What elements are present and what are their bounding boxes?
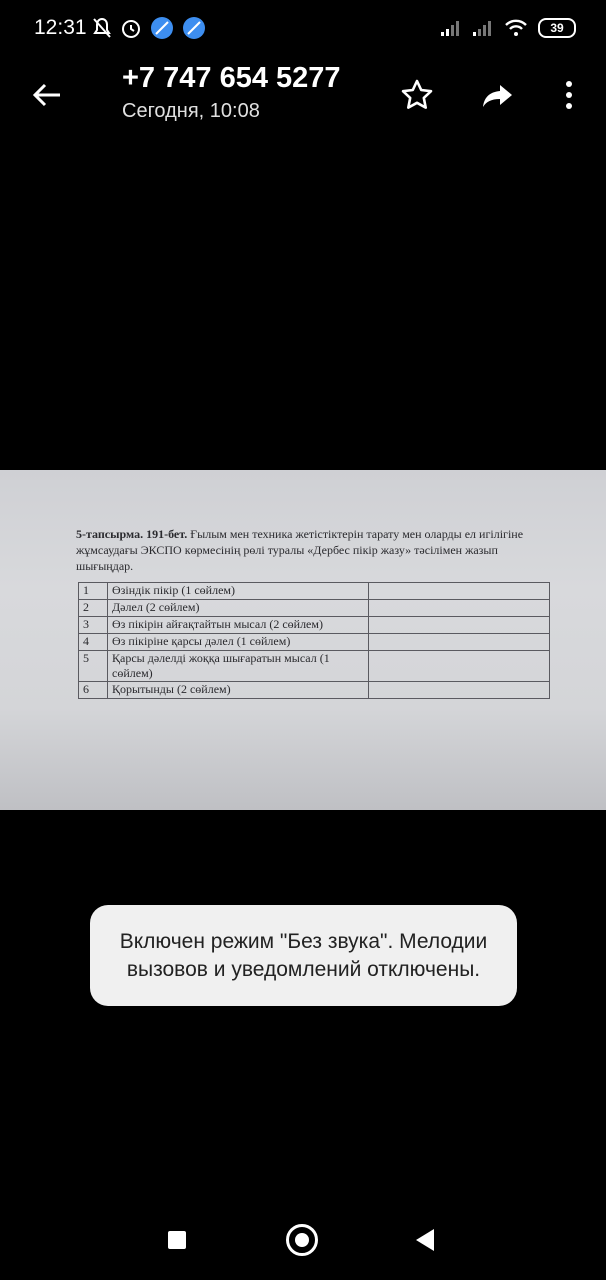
status-right-icons xyxy=(440,18,576,38)
table-row xyxy=(79,651,550,682)
home-icon[interactable] xyxy=(286,1224,318,1256)
row-number: 1 xyxy=(79,583,108,600)
row-text: Қарсы дәлелді жоққа шығаратын мысал (1 сөйлем) xyxy=(108,651,369,682)
row-number: 6 xyxy=(79,682,108,699)
table-row xyxy=(79,600,550,617)
task-table xyxy=(78,582,550,699)
navigation-bar xyxy=(0,1200,606,1280)
table-row xyxy=(79,617,550,634)
toast-text: Включен режим "Без звука". Мелодии вызовов и уведомлений отключены. xyxy=(119,929,488,981)
row-answer-cell xyxy=(369,651,550,682)
contact-title: +7 747 654 5277 xyxy=(122,62,341,94)
row-text: Өз пікіріне қарсы дәлел (1 сөйлем) xyxy=(108,634,369,651)
row-number: 5 xyxy=(79,651,108,682)
battery-level: 39 xyxy=(550,21,564,35)
row-answer-cell xyxy=(369,600,550,617)
circle-app-icon xyxy=(182,16,206,40)
row-text: Өз пікірін айғақтайтын мысал (2 сөйлем) xyxy=(108,617,369,634)
row-answer-cell xyxy=(369,682,550,699)
back-icon[interactable] xyxy=(416,1229,434,1251)
table-row xyxy=(79,583,550,600)
table-row xyxy=(79,682,550,699)
row-answer-cell xyxy=(369,583,550,600)
row-text: Қорытынды (2 сөйлем) xyxy=(108,682,369,699)
row-number: 3 xyxy=(79,617,108,634)
task-heading-bold: 5-тапсырма. 191-бет. xyxy=(76,527,188,541)
signal-icon xyxy=(440,19,462,37)
row-answer-cell xyxy=(369,634,550,651)
status-time: 12:31 xyxy=(34,16,87,39)
message-photo[interactable] xyxy=(0,470,606,810)
row-text: Дәлел (2 сөйлем) xyxy=(108,600,369,617)
star-icon[interactable] xyxy=(400,78,434,112)
circle-app-icon xyxy=(150,16,174,40)
back-arrow-icon[interactable] xyxy=(30,78,64,112)
signal-icon xyxy=(472,19,494,37)
alarm-icon xyxy=(120,17,142,39)
notifications-off-icon xyxy=(92,17,112,39)
toast-notification xyxy=(90,905,517,1006)
battery-icon xyxy=(538,18,576,38)
table-row xyxy=(79,634,550,651)
app-bar xyxy=(0,60,606,140)
wifi-icon xyxy=(504,19,528,37)
task-heading xyxy=(76,526,556,574)
row-number: 2 xyxy=(79,600,108,617)
row-number: 4 xyxy=(79,634,108,651)
share-icon[interactable] xyxy=(480,78,514,112)
more-vert-icon[interactable] xyxy=(552,78,586,112)
recents-icon[interactable] xyxy=(168,1231,186,1249)
row-text: Өзіндік пікір (1 сөйлем) xyxy=(108,583,369,600)
row-answer-cell xyxy=(369,617,550,634)
message-timestamp: Сегодня, 10:08 xyxy=(122,100,260,122)
task-heading-text: Ғылым мен техника жетістіктерін тарату мен оларды ел игілігіне жұмсаудағы ЭКСПО көрмесінің рөлі туралы «Дербес пікір жазу» тәсілімен жазып шығыңдар. xyxy=(76,527,524,573)
status-left-icons xyxy=(92,16,206,40)
status-bar xyxy=(0,0,606,60)
